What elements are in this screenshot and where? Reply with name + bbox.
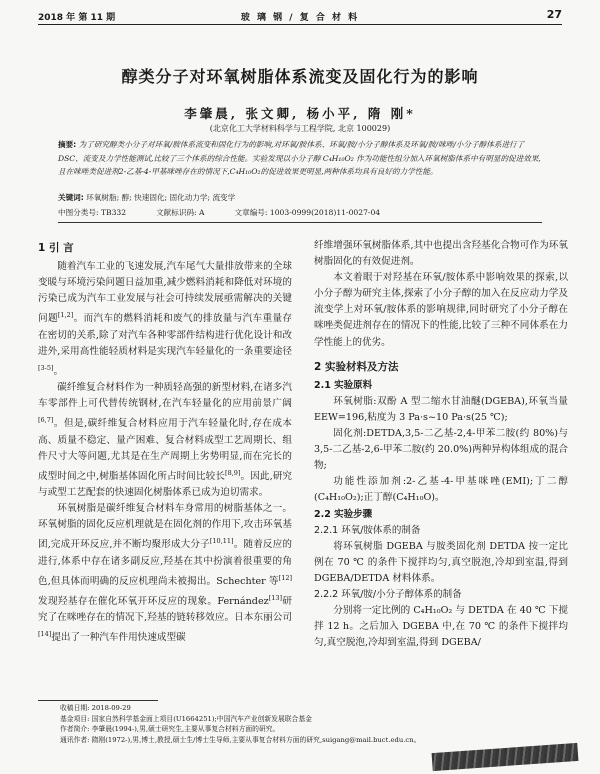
document-code: 文献标识码: A — [156, 208, 205, 217]
text-run: 碳纤维复合材料作为一种质轻高强的新型材料,在诸多汽车零部件上可代替传统钢材,在汽车轻量化的应用前景广阔 — [38, 382, 292, 410]
text-run: 。随着反应的进行,体系中存在诸多副反应,羟基在其中扮演着很重要的角色,但具体而明确的反应机理尚未被揭出。Schechter 等 — [38, 539, 292, 587]
citation: [6,7] — [38, 416, 54, 425]
footnote-first-author: 作者简介: 李肇晨(1994-),男,硕士研究生,主要从事复合材料方面的研究。 — [60, 725, 280, 733]
text-run: 随着汽车工业的飞速发展,汽车尾气大量排放带来的全球变暖与环境污染问题日益加重,减少燃料消耗和降低对环境的污染已成为汽车工业发展与社会可持续发展亟需解决的关键问题 — [38, 261, 292, 325]
subsubsection-heading: 2.2.2 环氧/胺/小分子醇体系的制备 — [314, 588, 462, 600]
subsubsection-heading: 2.2.1 环氧/胺体系的制备 — [314, 524, 421, 536]
classification-line — [58, 207, 542, 218]
text-run: 。但是,碳纤维复合材料应用于汽车轻量化时,存在成本高、质量不稳定、量产困难、复合材料成型工艺周期长、组件尺寸大等问题,尤其是在生产周期上劣势明显,而在完长的成型时间之中,树脂基体固化所占时间比较长 — [38, 418, 292, 482]
meta-divider — [58, 222, 542, 223]
section-heading-methods: 2 实验材料及方法 — [314, 360, 399, 373]
text-run: 。因此,研究与或型工艺配套的快速固化树脂体系已成为迫切需求。 — [38, 470, 292, 499]
abstract-label: 摘要: — [58, 140, 77, 149]
citation: [13] — [268, 594, 283, 602]
header-divider — [38, 24, 562, 25]
paragraph: 功能性添加剂:2-乙基-4-甲基咪唑(EMI);丁二醇(C₄H₁₀O₂);正丁醇(C₄H₁₀O)。 — [314, 476, 568, 504]
paragraph: 随着汽车工业的飞速发展,汽车尾气大量排放带来的全球变暖与环境污染问题日益加重,减少燃料消耗和降低对环境的污染已成为汽车工业发展与社会可持续发展亟需解决的关键问题[1,2]。而汽车的燃料消耗和废气的排放量与汽车重量存在密切的关系,除了对汽车各种零部件结构进行优化设计和改进外,采用高性能轻质材料是实现汽车轻量化的一条重要途径[3-5]。 — [38, 261, 293, 378]
subsection-heading: 2.2 实验步骤 — [314, 508, 373, 520]
affiliation: (北京化工大学材料科学与工程学院, 北京 100029) — [209, 124, 391, 133]
citation: [10,11] — [209, 537, 234, 546]
author-list: 李肇晨, 张文卿, 杨小平, 隋 刚* — [184, 106, 416, 121]
page-number: 27 — [546, 8, 562, 21]
keywords-label: 关键词: — [58, 193, 84, 202]
footnote-divider — [38, 700, 158, 701]
keywords — [58, 192, 542, 203]
running-header — [38, 8, 562, 24]
abstract-text: 为了研究醇类小分子对环氧/胺体系流变和固化行为的影响,对环氧/胺体系、环氧/胺/小分子醇体系及环氧/胺/咪唑/小分子醇体系进行了DSC、流变及力学性能测试,比较了三个体系的综合性能。实验发现以小分子醇 C₄H₁₀O₂ 作为功能性组分加入环氧树脂体系中有明显的促进效果,且在咪唑类促进剂2-乙基-4-甲基咪唑存在的情况下,C₄H₁₀O₂的促进效果更明显,两种体系均具有良好的力学性能。 — [58, 140, 541, 176]
section-heading-intro: 1 引 言 — [38, 242, 74, 254]
citation: [3-5] — [38, 363, 54, 372]
scan-stamp-mark — [432, 743, 579, 771]
footnotes — [60, 703, 570, 745]
issue-label: 2018 年 第 11 期 — [38, 13, 116, 23]
paragraph: 本文着眼于对羟基在环氧/胺体系中影响效果的探索,以小分子醇为研究主体,探索了小分子醇的加入在反应动力学及流变学上对环氧/胺体系的影响规律,同时研究了小分子醇在咪唑类促进剂存在的情况下的性能,比较了三种不同体系在力学性能上的优劣。 — [314, 272, 568, 348]
subsection-heading: 2.1 实验原料 — [314, 379, 373, 391]
text-run: 。而汽车的燃料消耗和废气的排放量与汽车重量存在密切的关系,除了对汽车各种零部件结构进行优化设计和改进外,采用高性能轻质材料是实现汽车轻量化的一条重要途径 — [38, 313, 293, 357]
citation: [1,2] — [57, 311, 74, 320]
left-column — [38, 238, 292, 647]
footnote-corresponding: 通讯作者: 隋刚(1972-),男,博士,教授,硕士生/博士生导师,主要从事复合材料方面的研究,suigang@mail.buct.edu.cn。 — [60, 735, 421, 744]
paragraph — [38, 380, 292, 501]
paragraph — [38, 501, 292, 647]
right-column — [314, 238, 568, 651]
paragraph: 分别将一定比例的 C₄H₁₀O₂ 与 DETDA 在 40 ℃ 下搅拌 12 h。之后加入 DGEBA 中,在 70 ℃ 的条件下搅拌均匀,真空脱泡,冷却到室温,得到 DGEBA/ — [314, 605, 568, 649]
footnote-fund: 基金项目: 国家自然科学基金面上项目(U1664251);中国汽车产业创新发展联合基金 — [60, 714, 312, 723]
paper-title: 醇类分子对环氧树脂体系流变及固化行为的影响 — [121, 67, 479, 86]
clc-number: 中图分类号: TB332 — [58, 208, 127, 217]
citation: [12] — [278, 573, 292, 582]
footnote-received: 收稿日期: 2018-09-29 — [60, 704, 131, 712]
paragraph: 将环氧树脂 DGEBA 与胺类固化剂 DETDA 按一定比例在 70 ℃ 的条件下搅拌均匀,真空脱泡,冷却到室温,得到 DGEBA/DETDA 材料体系。 — [314, 540, 568, 584]
text-run: 环氧树脂是碳纤维复合材料车身常用的树脂基体之一。环氧树脂的固化反应机理就是在固化剂的作用下,攻击环氧基团,完成开环反应,并不断均聚形成大分子 — [38, 503, 292, 551]
text-run: 研究了在咪唑存在的情况下,羟基的链转移效应。日本东丽公司 — [38, 596, 292, 624]
paragraph: 固化剂:DETDA,3,5-二乙基-2,4-甲苯二胺(约 80%)与 3,5-二乙基-2,6-甲苯二胺(约 20.0%)两种异构体组成的混合物; — [314, 428, 568, 472]
abstract — [58, 138, 542, 179]
text-run: 发现羟基存在催化环氧开环反应的现象。Fernández — [38, 596, 269, 608]
citation: [8,9] — [225, 468, 241, 477]
keywords-text: 环氧树脂; 醇; 快速固化; 固化动力学; 流变学 — [86, 193, 236, 202]
paragraph: 环氧树脂:双酚 A 型二缩水甘油醚(DGEBA),环氧当量 EEW=196,粘度为 3 Pa·s~10 Pa·s(25 ℃); — [314, 395, 568, 423]
journal-name: 玻 璃 钢 / 复 合 材 料 — [240, 13, 360, 23]
article-number: 文章编号: 1003-0999(2018)11-0027-04 — [234, 208, 381, 217]
text-run: 提出了一种汽车件用快速成型碳 — [51, 632, 186, 644]
citation: [14] — [38, 630, 52, 639]
paragraph: 纤维增强环氧树脂体系,其中也提出含羟基化合物可作为环氧树脂固化的有效促进剂。 — [314, 240, 568, 268]
